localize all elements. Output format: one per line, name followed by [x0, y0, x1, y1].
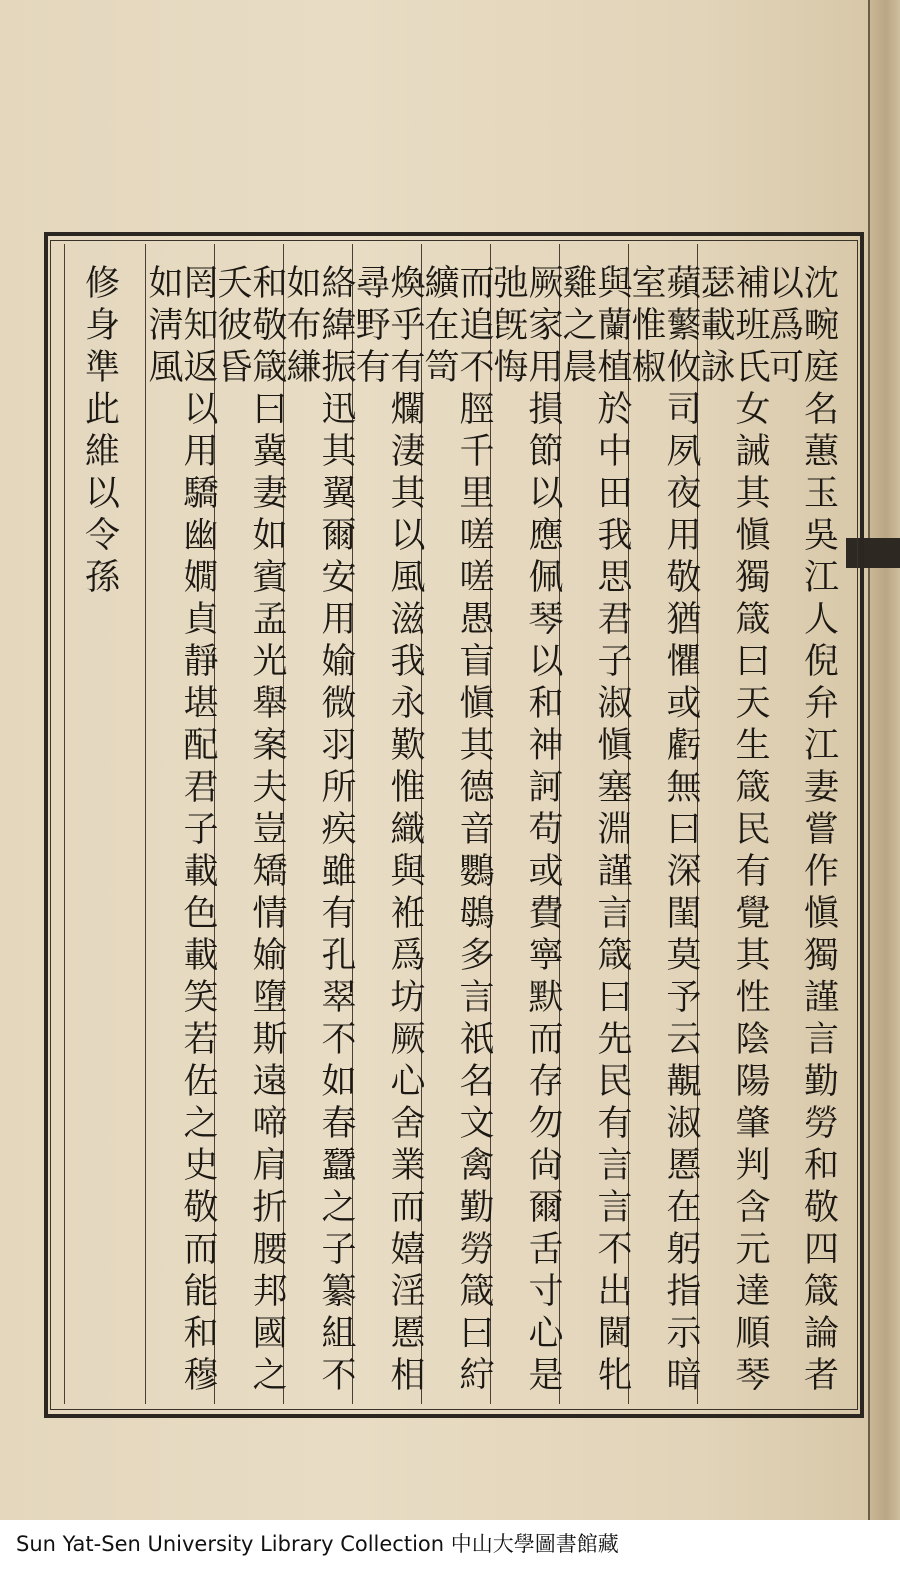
column-text: 罔知返以用驕幽嫺貞靜堪配君子載色載笑若佐之史敬而能和穆如淸風 [143, 264, 218, 1398]
column-text: 而追不脛千里嗟嗟愚盲愼其德音鸚䳇多言祇名文禽勤勞箴曰紵纊在笥 [419, 264, 494, 1398]
text-column-9 [212, 244, 287, 1404]
column-text: 與蘭植於中田我思君子淑愼塞淵謹言箴曰先民有言言不出閫牝雞之晨 [557, 264, 632, 1398]
column-text: 補班氏女誡其愼獨箴曰天生箴民有覺其性陰陽肇判含元達順琴瑟載詠 [695, 264, 770, 1398]
text-column-1 [763, 244, 839, 1404]
column-text: 沈畹庭名蕙玉吳江人倪弁江妻嘗作愼獨謹言勤勞和敬四箴論者以爲可 [763, 264, 839, 1398]
column-text: 修身準此維以令孫 [79, 264, 120, 600]
column-text: 絡緯振迅其翼爾安用媮微羽所疾雖有孔翠不如春蠶之子纂組不如布縑 [281, 264, 356, 1398]
text-column-4 [557, 244, 632, 1404]
text-column-10 [143, 244, 218, 1404]
column-text: 和敬箴曰冀妻如賓孟光舉案夫豈矯情媮墮斯遠啼肩折腰邦國之夭彼昏 [212, 264, 287, 1398]
text-column-11 [64, 244, 133, 1404]
text-column-7 [350, 244, 425, 1404]
column-text: 厥家用損節以應佩琴以和神訶苟或費寧默而存勿尙爾舌寸心是弛旣悔 [488, 264, 563, 1398]
text-column-8 [281, 244, 356, 1404]
book-spine [868, 0, 900, 1520]
text-column-6 [419, 244, 494, 1404]
text-column-5 [488, 244, 563, 1404]
text-column-2 [695, 244, 770, 1404]
text-column-3 [626, 244, 701, 1404]
collection-caption: Sun Yat-Sen University Library Collection 中山大學圖書館藏 [16, 1532, 619, 1556]
column-text: 煥乎有爛淒其以風滋我永歎惟織與袵爲坊厥心舍業而嬉淫慝相尋野有 [350, 264, 425, 1398]
column-text: 蘋蘩攸司夙夜用敬猶懼或虧無曰深閨莫予云覯淑慝在躬指示暗室惟椒 [626, 264, 701, 1398]
